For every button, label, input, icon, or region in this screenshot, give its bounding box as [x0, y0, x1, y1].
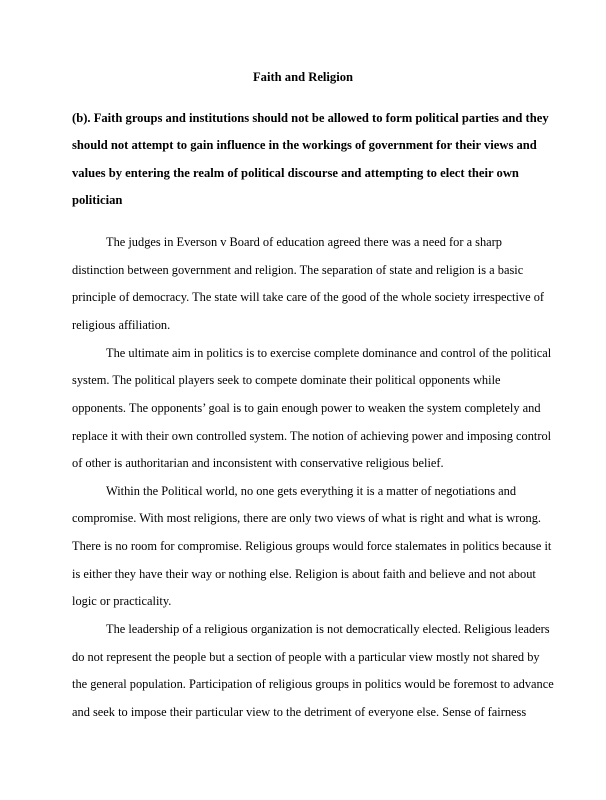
document-title: Faith and Religion	[252, 70, 354, 84]
heading-line: (b). Faith groups and institutions should not be allowed to form political parties and they	[72, 111, 549, 125]
paragraph-line: is either they have their way or nothing else. Religion is about faith and believe and not about	[72, 567, 536, 581]
paragraph-line: principle of democracy. The state will take care of the good of the whole society irrespective of	[72, 290, 545, 304]
heading-line: values by entering the realm of political discourse and attempting to elect their own	[72, 166, 519, 180]
paragraph-line: and seek to impose their particular view to the detriment of everyone else. Sense of fairness	[72, 705, 527, 719]
paragraph-line: There is no room for compromise. Religious groups would force stalemates in politics because it	[72, 539, 552, 553]
paragraph-line: opponents. The opponents’ goal is to gain enough power to weaken the system completely and	[72, 401, 541, 415]
paragraph-line: The ultimate aim in politics is to exercise complete dominance and control of the political	[106, 346, 552, 360]
paragraph-line: compromise. With most religions, there are only two views of what is right and what is wrong.	[72, 511, 542, 525]
paragraph-line: the general population. Participation of religious groups in politics would be foremost to advance	[72, 677, 554, 691]
paragraph-line: Within the Political world, no one gets everything it is a matter of negotiations and	[106, 484, 517, 498]
paragraph-line: logic or practicality.	[72, 594, 172, 608]
paragraph-line: The leadership of a religious organization is not democratically elected. Religious leaders	[106, 622, 550, 636]
paragraph-line: religious affiliation.	[72, 318, 171, 332]
paragraph-line: of other is authoritarian and inconsistent with conservative religious belief.	[72, 456, 444, 470]
paragraph-line: distinction between government and religion. The separation of state and religion is a basic	[72, 263, 524, 277]
heading-line: politician	[72, 193, 123, 207]
paragraph-line: The judges in Everson v Board of education agreed there was a need for a sharp	[106, 235, 503, 249]
paragraph-line: replace it with their own controlled system. The notion of achieving power and imposing control	[72, 429, 552, 443]
paragraph-line: do not represent the people but a section of people with a particular view mostly not shared by	[72, 650, 540, 664]
paragraph-line: system. The political players seek to compete dominate their political opponents while	[72, 373, 501, 387]
heading-line: should not attempt to gain influence in the workings of government for their views and	[72, 138, 537, 152]
